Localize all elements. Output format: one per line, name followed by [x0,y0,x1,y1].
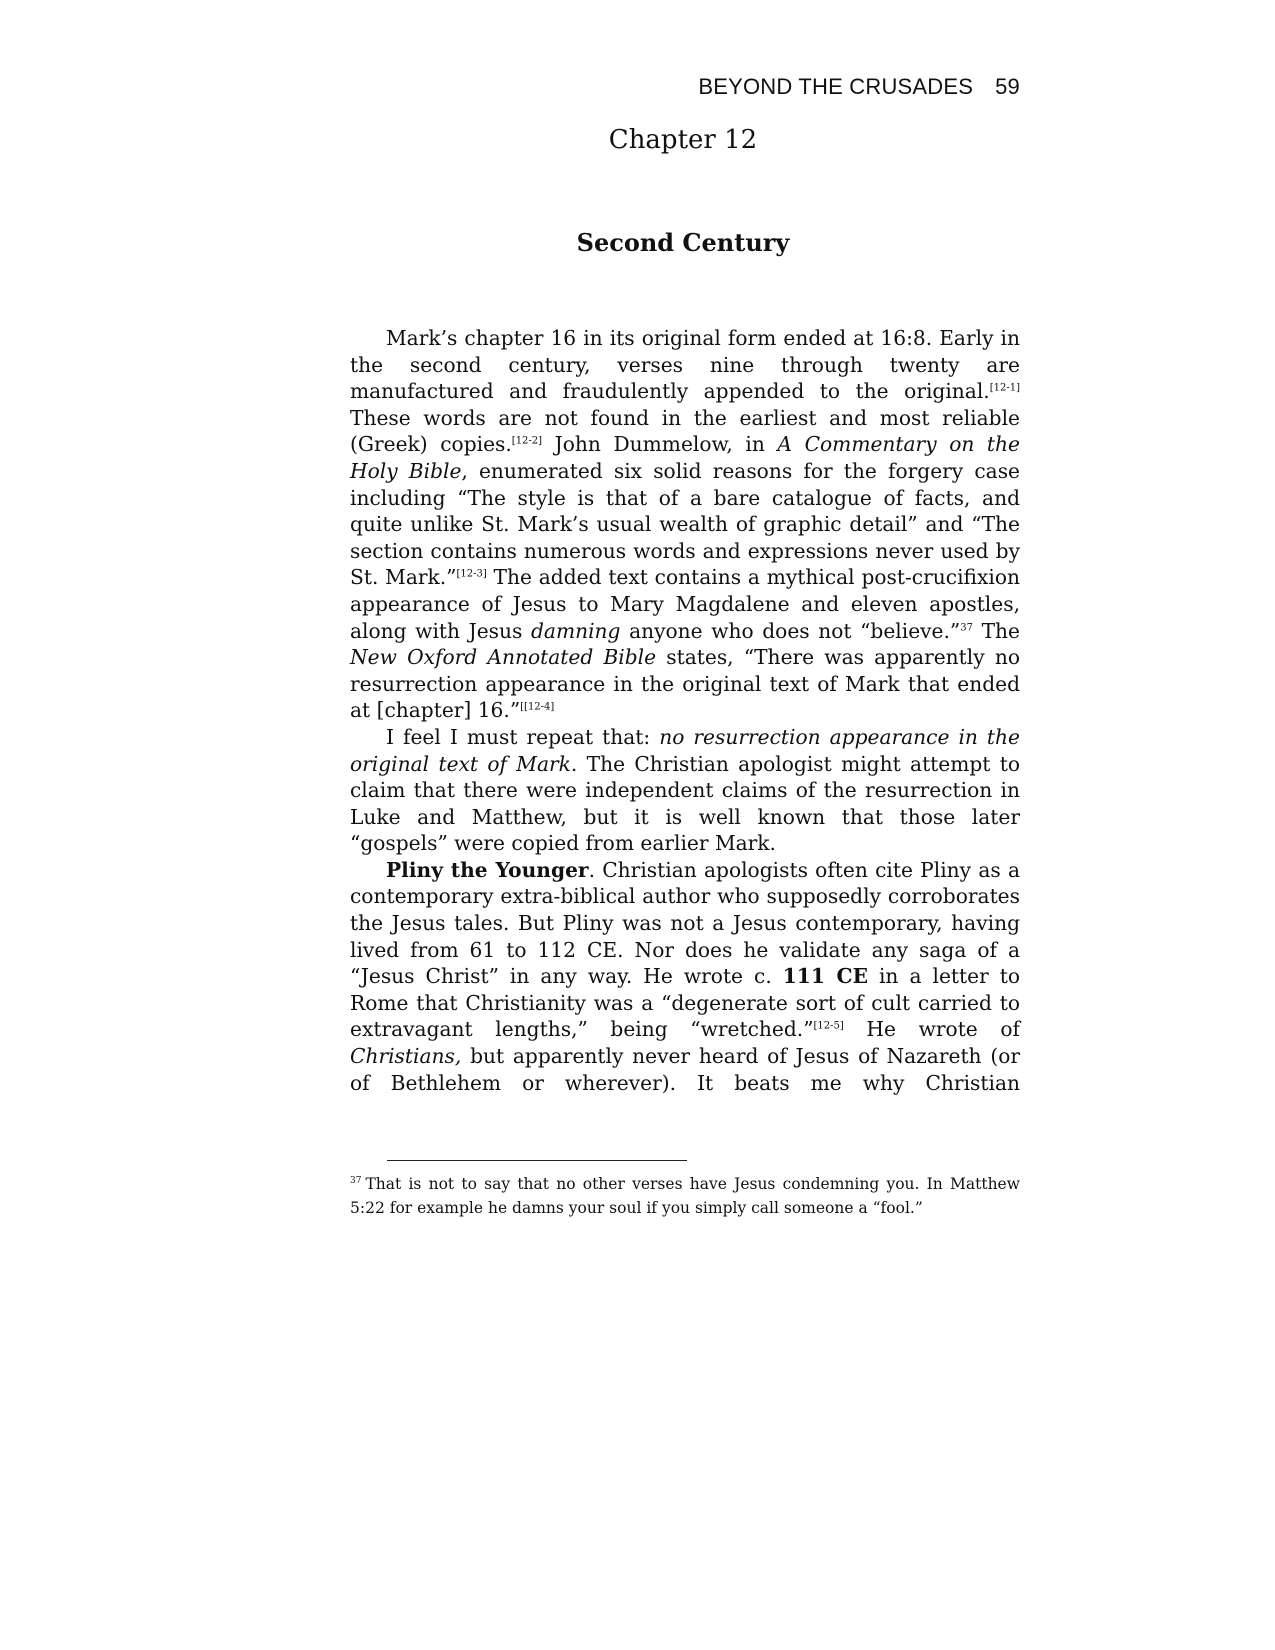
footnote-marker: 37 [350,1175,362,1186]
citation-12-4: [[12-4] [520,701,555,713]
text-run: in a letter to Rome that Christianity was a “degenerate sort of cult carried to extravagant lengths,” being “wretched.” [350,964,1020,1042]
chapter-label: Chapter 12 [608,125,758,155]
book-title-oxford: New Oxford Annotated Bible [350,645,657,670]
citation-12-1: [12-1] [989,382,1020,394]
body-text [350,325,1020,1096]
book-title-commentary: A Commentary on the Holy Bible [350,432,1020,483]
emphasis-no-resurrection: no resurrection appearance in the original text of Mark [350,724,1020,776]
text-run: states, “There was apparently no resurrection appearance in the original text of Mark that ended at [chapter] 16.” [350,645,1020,723]
text-run: The added text contains a mythical post-crucifixion appearance of Jesus to Mary Magdalene and eleven apostles, along with Jesus [350,565,1020,643]
text-run: Mark’s chapter 16 in its original form ended at 16:8. Early in the second century, verses nine through twenty are manufactured and fraudulently appended to the original. [350,326,1020,404]
text-run: . Christian apologists often cite Pliny as a contemporary extra-biblical author who supposedly corroborates the Jesus tales. But Pliny was not a Jesus contemporary, having lived from 61 to 112 CE. Nor does he validate any saga of a “Jesus Christ” in any way. He wrote c. [350,857,1020,989]
paragraph-3 [350,857,1020,1096]
citation-12-2: [12-2] [511,435,543,447]
emphasis-christians: Christians, [350,1044,462,1069]
text-run: I feel I must repeat that: [386,724,660,749]
footnote-separator [387,1160,687,1161]
section-title: Second Century [576,228,790,257]
paragraph-1 [350,325,1020,724]
text-run: . The Christian apologist might attempt to claim that there were independent claims of the resurrection in Luke and Matthew, but it is well known that those later “gospels” were copied from earlier Mark. [350,751,1021,856]
footnote-37 [350,1172,1020,1220]
text-run: He wrote of [843,1017,1020,1042]
footnote-text: That is not to say that no other verses have Jesus condemning you. In Matthew 5:22 for example he damns your soul if you simply call someone a “fool.” [350,1175,1020,1217]
paragraph-2 [350,724,1020,857]
heading-pliny: Pliny the Younger [386,857,589,882]
citation-12-5: [12-5] [813,1020,844,1032]
citation-12-3: [12-3] [456,568,487,580]
page-number: 59 [995,74,1020,99]
text-run: anyone who does not “believe.” [620,618,961,643]
emphasis-damning: damning [530,618,621,643]
text-run: John Dummelow, in [542,432,778,457]
footnote-ref-37: 37 [960,621,973,633]
date-111-ce: 111 CE [782,964,868,989]
text-run: The [972,618,1020,643]
text-run: but apparently never heard of Jesus of Nazareth (or of Bethlehem or wherever). It beats me why Christian [350,1044,1020,1095]
running-title: BEYOND THE CRUSADES [698,74,974,99]
text-run: , enumerated six solid reasons for the forgery case including “The style is that of a bare catalogue of facts, and quite unlike St. Mark’s usual wealth of graphic detail” and “The section contains numerous words and expressions never used by St. Mark.” [350,458,1021,590]
running-header [500,74,1020,100]
text-run: These words are not found in the earliest and most reliable (Greek) copies. [350,405,1020,457]
